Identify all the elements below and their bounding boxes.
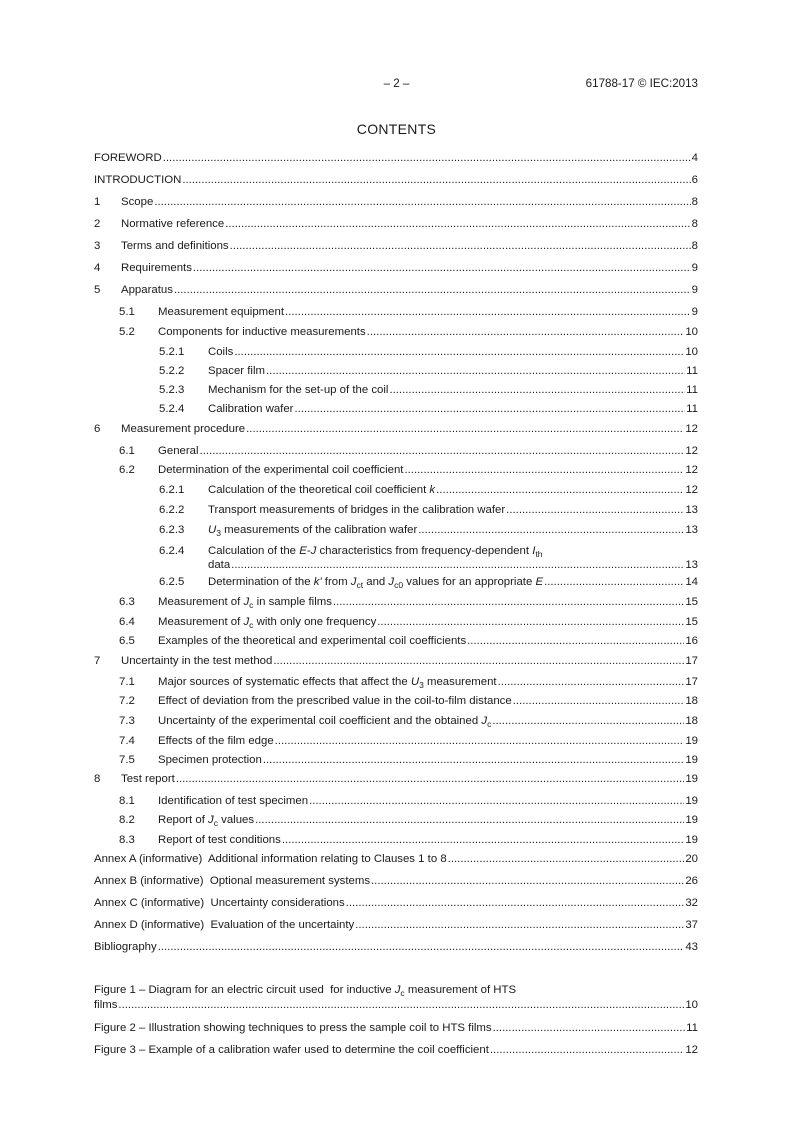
toc-entry-number: 4 — [94, 262, 101, 274]
toc-entry-5[interactable] — [94, 282, 698, 298]
toc-entry-6-4[interactable] — [119, 614, 698, 630]
toc-entry-foreword[interactable] — [94, 150, 698, 166]
toc-entry-number: 6.3 — [119, 596, 135, 608]
toc-entry-8-3[interactable] — [119, 832, 698, 848]
toc-entry-8-2[interactable] — [119, 812, 698, 828]
toc-entry-6-2-4[interactable] — [159, 543, 698, 573]
toc-entry-page: 9 — [691, 262, 698, 274]
page-number: – 2 – — [383, 77, 410, 90]
figure-entry-label: Figure 3 – Example of a calibration wafer used to determine the coil coefficient — [94, 1044, 489, 1056]
toc-entry-page: 16 — [685, 635, 698, 647]
toc-entry-5-2-2[interactable] — [159, 363, 698, 379]
toc-entry-label: Determination of the — [208, 576, 314, 588]
toc-entry-label: Uncertainty of the experimental coil coefficient and the obtained — [158, 715, 482, 727]
toc-entry-label: Normative reference — [121, 218, 225, 230]
toc-entry-8[interactable] — [94, 771, 698, 787]
toc-entry-5-2-1[interactable] — [159, 344, 698, 360]
toc-entry-label: Annex D (informative) Evaluation of the uncertainty — [94, 919, 355, 931]
toc-entry-label: Requirements — [121, 262, 192, 274]
toc-entry-6-5[interactable] — [119, 633, 698, 649]
subscript: c — [213, 818, 218, 828]
toc-entry-number: 5.2 — [119, 326, 135, 338]
toc-entry-label: Measurement of — [158, 616, 244, 628]
toc-entry-label: Report of — [158, 814, 209, 826]
toc-entry-label: Calibration wafer — [208, 403, 294, 415]
toc-entry-number: 6.2.3 — [159, 524, 185, 536]
toc-entry-label: Calculation of the theoretical coil coefficient — [208, 484, 430, 496]
toc-entry-page: 43 — [685, 941, 698, 953]
toc-entry-label-rest: values for an appropriate — [403, 576, 536, 588]
toc-entry-label: General — [158, 445, 199, 457]
figure-entry-label-rest: measurement of HTS — [404, 984, 517, 996]
toc-entry-page: 9 — [691, 284, 698, 296]
toc-entry-7-4[interactable] — [119, 733, 698, 749]
toc-entry-label: Major sources of systematic effects that affect the — [158, 676, 411, 688]
toc-entry-label: Spacer film — [208, 365, 265, 377]
figure-entry-2[interactable] — [94, 1020, 698, 1036]
toc-entry-label: FOREWORD — [94, 152, 162, 164]
toc-entry-3[interactable] — [94, 238, 698, 254]
symbol-j: J — [388, 576, 395, 588]
toc-entry-number: 1 — [94, 196, 101, 208]
subscript: c — [249, 620, 254, 630]
toc-entry-label-cont: characteristics from frequency-dependent — [316, 545, 533, 557]
toc-entry-7-2[interactable] — [119, 693, 698, 709]
toc-entry-number: 7.3 — [119, 715, 135, 727]
toc-entry-number: 8.2 — [119, 814, 135, 826]
toc-entry-label: Bibliography — [94, 941, 157, 953]
toc-entry-5-1[interactable] — [119, 304, 698, 320]
toc-entry-label: INTRODUCTION — [94, 174, 182, 186]
toc-entry-label: Scope — [121, 196, 154, 208]
toc-entry-page: 32 — [685, 897, 698, 909]
toc-entry-label: Test report — [121, 773, 175, 785]
subscript: ct — [356, 580, 364, 590]
toc-entry-label-rest: measurement — [423, 676, 497, 688]
toc-entry-page: 26 — [685, 875, 698, 887]
document-reference: 61788-17 © IEC:2013 — [585, 77, 698, 90]
toc-entry-number: 5.2.2 — [159, 365, 185, 377]
toc-entry-label: Determination of the experimental coil coefficient — [158, 464, 404, 476]
toc-entry-7-3[interactable] — [119, 713, 698, 729]
toc-entry-page: 17 — [685, 655, 698, 667]
toc-entry-page: 19 — [685, 735, 698, 747]
toc-entry-introduction[interactable] — [94, 172, 698, 188]
toc-entry-number: 5.2.1 — [159, 346, 185, 358]
toc-entry-page: 10 — [685, 326, 698, 338]
toc-entry-label: Annex B (informative) Optional measurement systems — [94, 875, 371, 887]
toc-entry-page: 19 — [685, 834, 698, 846]
symbol-j: J — [208, 814, 214, 826]
toc-entry-8-1[interactable] — [119, 793, 698, 809]
toc-entry-6[interactable] — [94, 421, 698, 437]
toc-entry-label: Calculation of the — [208, 545, 300, 557]
symbol-j: J — [394, 984, 401, 996]
toc-entry-label: Measurement of — [158, 596, 244, 608]
toc-entry-label: Terms and definitions — [121, 240, 229, 252]
toc-entry-6-3[interactable] — [119, 594, 698, 610]
toc-entry-page: 13 — [685, 524, 698, 536]
toc-entry-page: 14 — [685, 576, 698, 588]
symbol-j: J — [481, 715, 488, 727]
symbol-k-prime: k' — [313, 576, 322, 588]
subscript: c — [249, 600, 254, 610]
figure-entry-3[interactable] — [94, 1042, 698, 1058]
toc-entry-7-5[interactable] — [119, 752, 698, 768]
toc-entry-number: 8 — [94, 773, 101, 785]
toc-entry-number: 7.2 — [119, 695, 135, 707]
toc-entry-annex-b[interactable] — [94, 873, 698, 889]
toc-entry-label: Measurement procedure — [121, 423, 246, 435]
toc-entry-annex-a[interactable] — [94, 851, 698, 867]
toc-entry-annex-c[interactable] — [94, 895, 698, 911]
symbol-k: k — [429, 484, 436, 496]
toc-entry-number: 6.2 — [119, 464, 135, 476]
toc-entry-label-from: from — [321, 576, 351, 588]
figure-entry-label: Figure 1 – Diagram for an electric circuit used for inductive — [94, 984, 395, 996]
toc-entry-5-2[interactable] — [119, 324, 698, 340]
toc-entry-6-2-3[interactable] — [159, 522, 698, 538]
toc-entry-page: 11 — [686, 365, 698, 377]
toc-entry-number: 6.2.1 — [159, 484, 185, 496]
toc-entry-number: 6.1 — [119, 445, 135, 457]
figure-entry-page: 12 — [685, 1044, 698, 1056]
subscript: 3 — [419, 680, 424, 690]
toc-entry-4[interactable] — [94, 260, 698, 276]
toc-entry-number: 5.2.3 — [159, 384, 185, 396]
toc-entry-label: Specimen protection — [158, 754, 262, 766]
toc-entry-number: 8.1 — [119, 795, 135, 807]
toc-entry-page: 12 — [685, 423, 698, 435]
figure-entry-1[interactable] — [94, 982, 698, 1013]
toc-entry-page: 20 — [685, 853, 698, 865]
toc-entry-number: 5 — [94, 284, 101, 296]
toc-entry-number: 5.2.4 — [159, 403, 185, 415]
toc-entry-number: 7.1 — [119, 676, 135, 688]
toc-entry-page: 19 — [685, 773, 698, 785]
toc-entry-6-2-1[interactable] — [159, 482, 698, 498]
symbol-j: J — [350, 576, 357, 588]
toc-entry-6-2-5[interactable] — [159, 574, 698, 590]
toc-entry-number: 5.1 — [119, 306, 135, 318]
toc-entry-6-1[interactable] — [119, 443, 698, 459]
toc-entry-page: 17 — [685, 676, 698, 688]
toc-entry-page: 13 — [685, 559, 698, 571]
toc-entry-label-rest: values — [217, 814, 255, 826]
toc-entry-page: 11 — [686, 403, 698, 415]
toc-entry-page: 18 — [685, 715, 698, 727]
toc-entry-label: Identification of test specimen — [158, 795, 309, 807]
toc-entry-number: 3 — [94, 240, 101, 252]
toc-entry-bibliography[interactable] — [94, 939, 698, 955]
toc-entry-page: 19 — [685, 795, 698, 807]
toc-entry-page: 18 — [685, 695, 698, 707]
toc-entry-page: 12 — [685, 464, 698, 476]
toc-entry-label: Annex C (informative) Uncertainty considerations — [94, 897, 345, 909]
toc-entry-label: Effects of the film edge — [158, 735, 274, 747]
toc-entry-label-and: and — [363, 576, 389, 588]
toc-entry-page: 8 — [691, 240, 698, 252]
toc-entry-label: Transport measurements of bridges in the calibration wafer — [208, 504, 506, 516]
toc-entry-page: 15 — [685, 596, 698, 608]
toc-entry-number: 6.4 — [119, 616, 135, 628]
toc-entry-label: Uncertainty in the test method — [121, 655, 273, 667]
figure-entry-page: 11 — [686, 1022, 698, 1034]
toc-entry-label-wrap: data — [208, 559, 231, 571]
toc-entry-2[interactable] — [94, 216, 698, 232]
toc-entry-label: Effect of deviation from the prescribed value in the coil-to-film distance — [158, 695, 512, 707]
subscript: c — [487, 719, 492, 729]
toc-entry-page: 6 — [691, 174, 698, 186]
toc-entry-page: 19 — [685, 814, 698, 826]
toc-entry-page: 4 — [691, 152, 698, 164]
toc-entry-annex-d[interactable] — [94, 917, 698, 933]
symbol-i: I — [532, 545, 536, 557]
toc-entry-5-2-3[interactable] — [159, 382, 698, 398]
toc-entry-page: 37 — [685, 919, 698, 931]
toc-entry-page: 15 — [685, 616, 698, 628]
toc-entry-label: Examples of the theoretical and experimental coil coefficients — [158, 635, 467, 647]
toc-entry-page: 10 — [685, 346, 698, 358]
toc-entry-page: 8 — [691, 196, 698, 208]
subscript: c — [400, 988, 405, 998]
toc-entry-7[interactable] — [94, 653, 698, 669]
toc-entry-label: measurements of the calibration wafer — [220, 524, 418, 536]
toc-entry-page: 9 — [691, 306, 698, 318]
figure-entry-label-wrap: films — [94, 999, 118, 1011]
symbol-j: J — [243, 596, 250, 608]
toc-entry-number: 6.5 — [119, 635, 135, 647]
symbol-u: U — [208, 524, 217, 536]
subscript: 3 — [216, 528, 221, 538]
toc-entry-page: 12 — [685, 484, 698, 496]
toc-entry-6-2[interactable] — [119, 462, 698, 478]
toc-entry-page: 13 — [685, 504, 698, 516]
toc-entry-number: 6.2.2 — [159, 504, 185, 516]
symbol-ej: E-J — [299, 545, 317, 557]
toc-entry-label: Components for inductive measurements — [158, 326, 366, 338]
toc-entry-number: 8.3 — [119, 834, 135, 846]
toc-entry-number: 7 — [94, 655, 101, 667]
toc-entry-page: 8 — [691, 218, 698, 230]
toc-entry-page: 19 — [685, 754, 698, 766]
toc-entry-label-rest: in sample films — [253, 596, 332, 608]
toc-entry-number: 6 — [94, 423, 101, 435]
symbol-u: U — [410, 676, 420, 688]
symbol-j: J — [243, 616, 250, 628]
subscript: th — [535, 549, 543, 559]
toc-entry-label: Mechanism for the set-up of the coil — [208, 384, 389, 396]
toc-entry-label: Measurement equipment — [158, 306, 284, 318]
toc-entry-label-rest: with only one frequency — [253, 616, 377, 628]
toc-entry-label: Report of test conditions — [158, 834, 281, 846]
page-title: CONTENTS — [356, 121, 437, 137]
toc-entry-page: 11 — [686, 384, 698, 396]
figure-entry-label: Figure 2 – Illustration showing techniques to press the sample coil to HTS films — [94, 1022, 492, 1034]
toc-entry-label: Annex A (informative) Additional information relating to Clauses 1 to 8 — [94, 853, 447, 865]
toc-entry-label: Apparatus — [121, 284, 173, 296]
toc-entry-label: Coils — [208, 346, 234, 358]
symbol-e: E — [535, 576, 544, 588]
toc-entry-page: 12 — [685, 445, 698, 457]
toc-entry-1[interactable] — [94, 194, 698, 210]
toc-entry-number: 7.4 — [119, 735, 135, 747]
toc-entry-number: 2 — [94, 218, 101, 230]
toc-entry-6-2-2[interactable] — [159, 502, 698, 518]
toc-entry-number: 6.2.4 — [159, 545, 185, 557]
toc-entry-number: 6.2.5 — [159, 576, 185, 588]
toc-entry-7-1[interactable] — [119, 674, 698, 690]
toc-entry-5-2-4[interactable] — [159, 401, 698, 417]
figure-entry-page: 10 — [685, 999, 698, 1011]
subscript: c0 — [394, 580, 404, 590]
toc-entry-number: 7.5 — [119, 754, 135, 766]
